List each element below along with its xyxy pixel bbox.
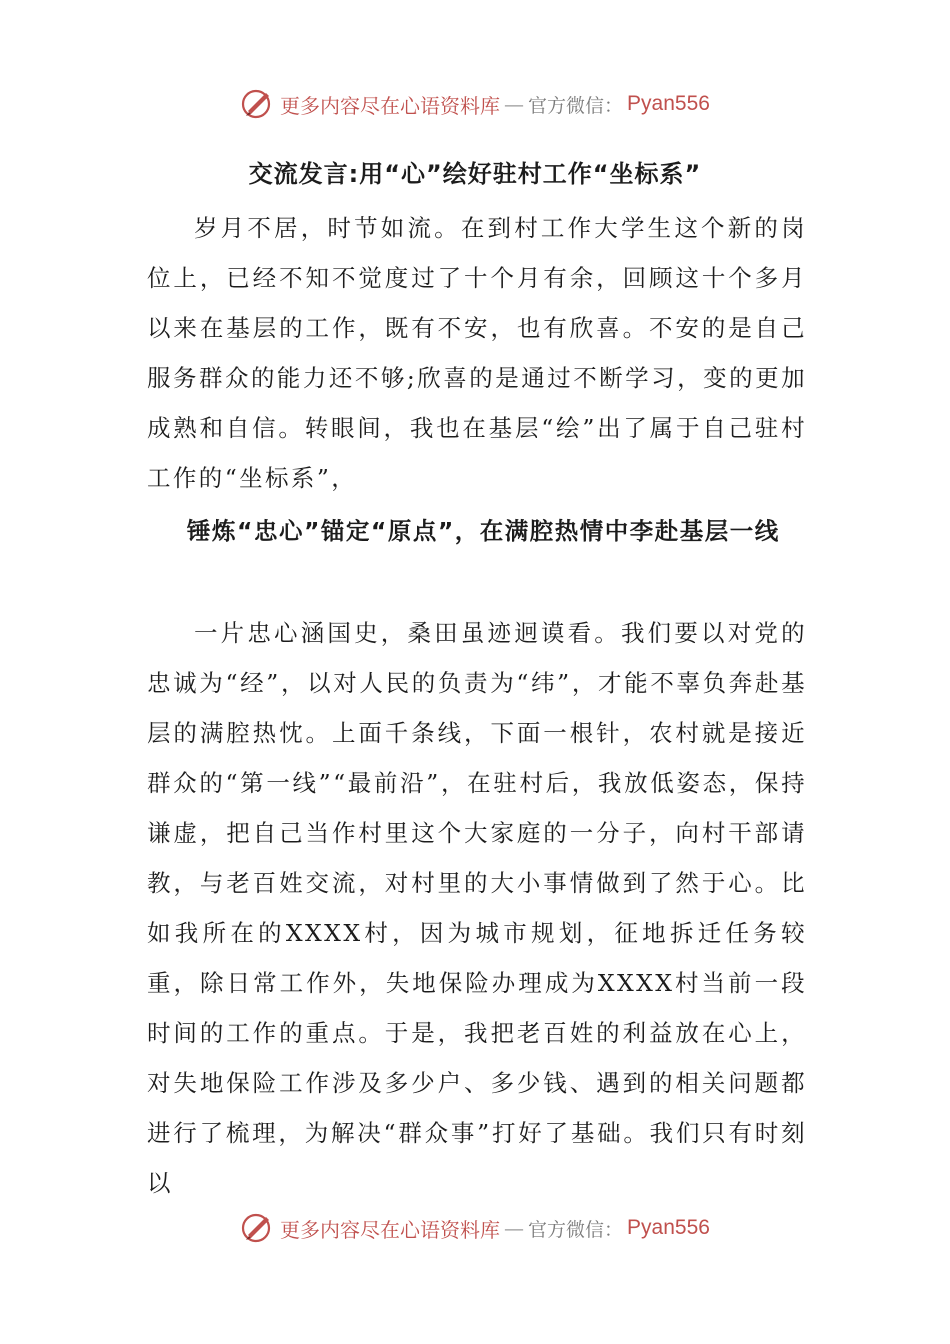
document-title: 交流发言:用“心”绘好驻村工作“坐标系” (248, 160, 702, 188)
pen-logo-icon (240, 87, 274, 121)
banner-dash: — (504, 92, 525, 116)
paragraph-body: 一片忠心涵国史，桑田虽迹迥谟看。我们要以对党的忠诚为“经”，以对人民的负责为“纬”，才能不辜负奔赴基层的满腔热忱。上面千条线，下面一根针，农村就是接近群众的“第一线”“最前沿”，在驻村后，我放低姿态，保持谦虚，把自己当作村里这个大家庭的一分子，向村干部请教，与老百姓交流，对村里的大小事情做到了然于心。比如我所在的XXXX村，因为城市规划，征地拆迁任务较重，除日常工作外，失地保险办理成为XXXX村当前一段时间的工作的重点。于是，我把老百姓的利益放在心上，对失地保险工作涉及多少户、多少钱、遇到的相关问题都进行了梳理，为解决“群众事”打好了基础。我们只有时刻以 (147, 619, 807, 1197)
banner-wechat-id: Pyan556 (627, 92, 710, 115)
banner-wechat-id: Pyan556 (627, 1216, 710, 1239)
banner-label: 官方微信： (528, 1218, 624, 1241)
paragraph-intro: 岁月不居，时节如流。在到村工作大学生这个新的岗位上，已经不知不觉度过了十个月有余，回顾这十个多月以来在基层的工作，既有不安，也有欣喜。不安的是自己服务群众的能力还不够;欣喜的是通过不断学习，变的更加成熟和自信。转眼间，我也在基层“绘”出了属于自己驻村工作的“坐标系”， (147, 214, 807, 492)
banner-brand-text: 更多内容尽在心语资料库 (280, 93, 501, 118)
section-heading: 锤炼“忠心”锚定“原点”，在满腔热情中李赴基层一线 (187, 517, 780, 545)
banner-brand-text: 更多内容尽在心语资料库 (280, 1217, 501, 1242)
pen-logo-icon (240, 1211, 274, 1245)
banner-dash: — (504, 1216, 525, 1240)
header-watermark-banner (0, 84, 950, 124)
banner-label: 官方微信： (528, 94, 624, 117)
footer-watermark-banner (0, 1208, 950, 1248)
